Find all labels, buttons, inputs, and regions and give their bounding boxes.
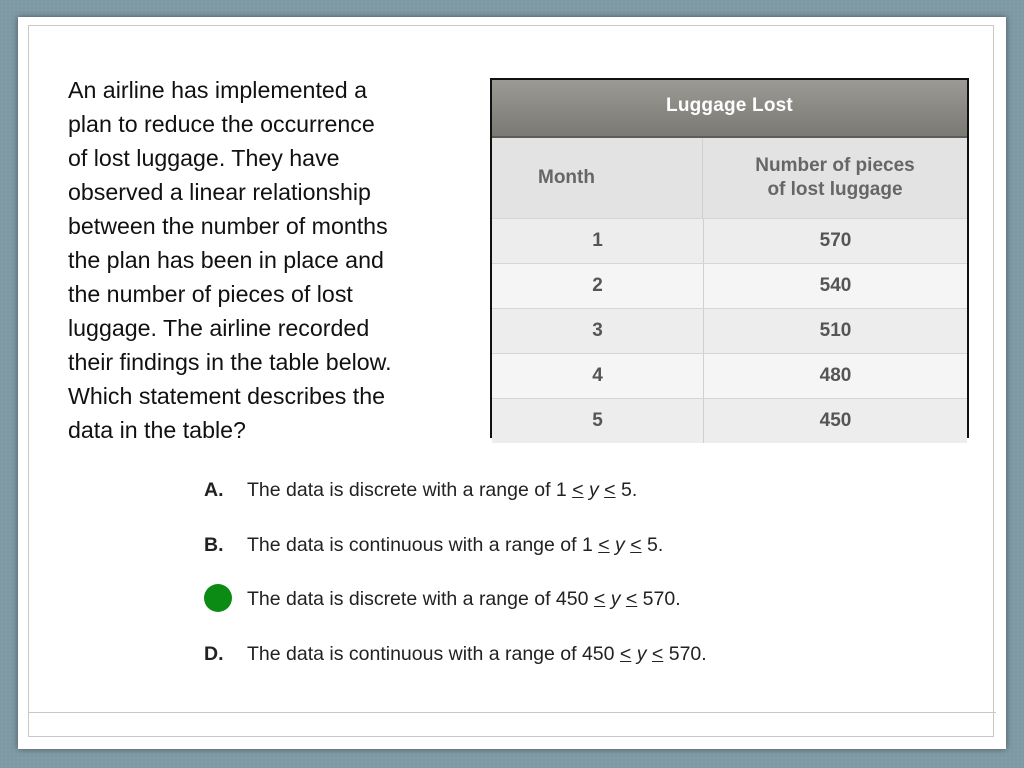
question-line: luggage. The airline recorded [68, 315, 370, 341]
question-line: the number of pieces of lost [68, 281, 353, 307]
footer-divider [28, 712, 996, 713]
pieces-cell: 570 [819, 230, 852, 251]
answer-text: The data is continuous with a range of 1 < y < 5. [247, 533, 664, 556]
question-line: An airline has implemented a [68, 77, 368, 103]
header-pieces-line2: of lost luggage [767, 179, 903, 200]
pieces-cell: 450 [819, 410, 852, 431]
question-line: observed a linear relationship [68, 179, 371, 205]
question-text [68, 73, 488, 447]
header-pieces [703, 138, 967, 218]
answer-text: The data is discrete with a range of 1 < y < 5. [247, 479, 638, 501]
question-line: between the number of months [68, 213, 388, 239]
answer-letter: A. [204, 479, 224, 501]
table-row [492, 354, 967, 399]
month-cell: 5 [492, 399, 704, 443]
answer-text: The data is continuous with a range of 450 < y < 570. [247, 642, 707, 665]
table-row [492, 309, 967, 354]
header-pieces-line1: Number of pieces [755, 155, 915, 176]
month-cell: 1 [492, 219, 704, 263]
answer-letter: D. [204, 642, 224, 665]
question-line: the plan has been in place and [68, 247, 384, 273]
table-row [492, 399, 967, 443]
pieces-cell: 480 [819, 365, 852, 386]
table-header-row [492, 138, 967, 219]
pieces-cell: 510 [819, 320, 852, 341]
question-line: data in the table? [68, 417, 246, 443]
month-cell: 3 [492, 309, 704, 353]
slide [18, 17, 1006, 749]
answer-text: The data is discrete with a range of 450 < y < 570. [247, 588, 681, 610]
luggage-table [490, 78, 969, 438]
table-row [492, 219, 967, 264]
month-cell: 2 [492, 264, 704, 308]
answer-letter: B. [204, 533, 224, 556]
month-cell: 4 [492, 354, 704, 398]
correct-answer-marker-icon [204, 584, 232, 612]
question-line: Which statement describes the [68, 383, 386, 409]
table-row [492, 264, 967, 309]
question-line: their findings in the table below. [68, 349, 392, 375]
table-title: Luggage Lost [492, 80, 967, 138]
question-line: of lost luggage. They have [68, 145, 340, 171]
pieces-cell: 540 [819, 275, 852, 296]
header-month: Month [492, 138, 703, 218]
question-line: plan to reduce the occurrence [68, 111, 375, 137]
